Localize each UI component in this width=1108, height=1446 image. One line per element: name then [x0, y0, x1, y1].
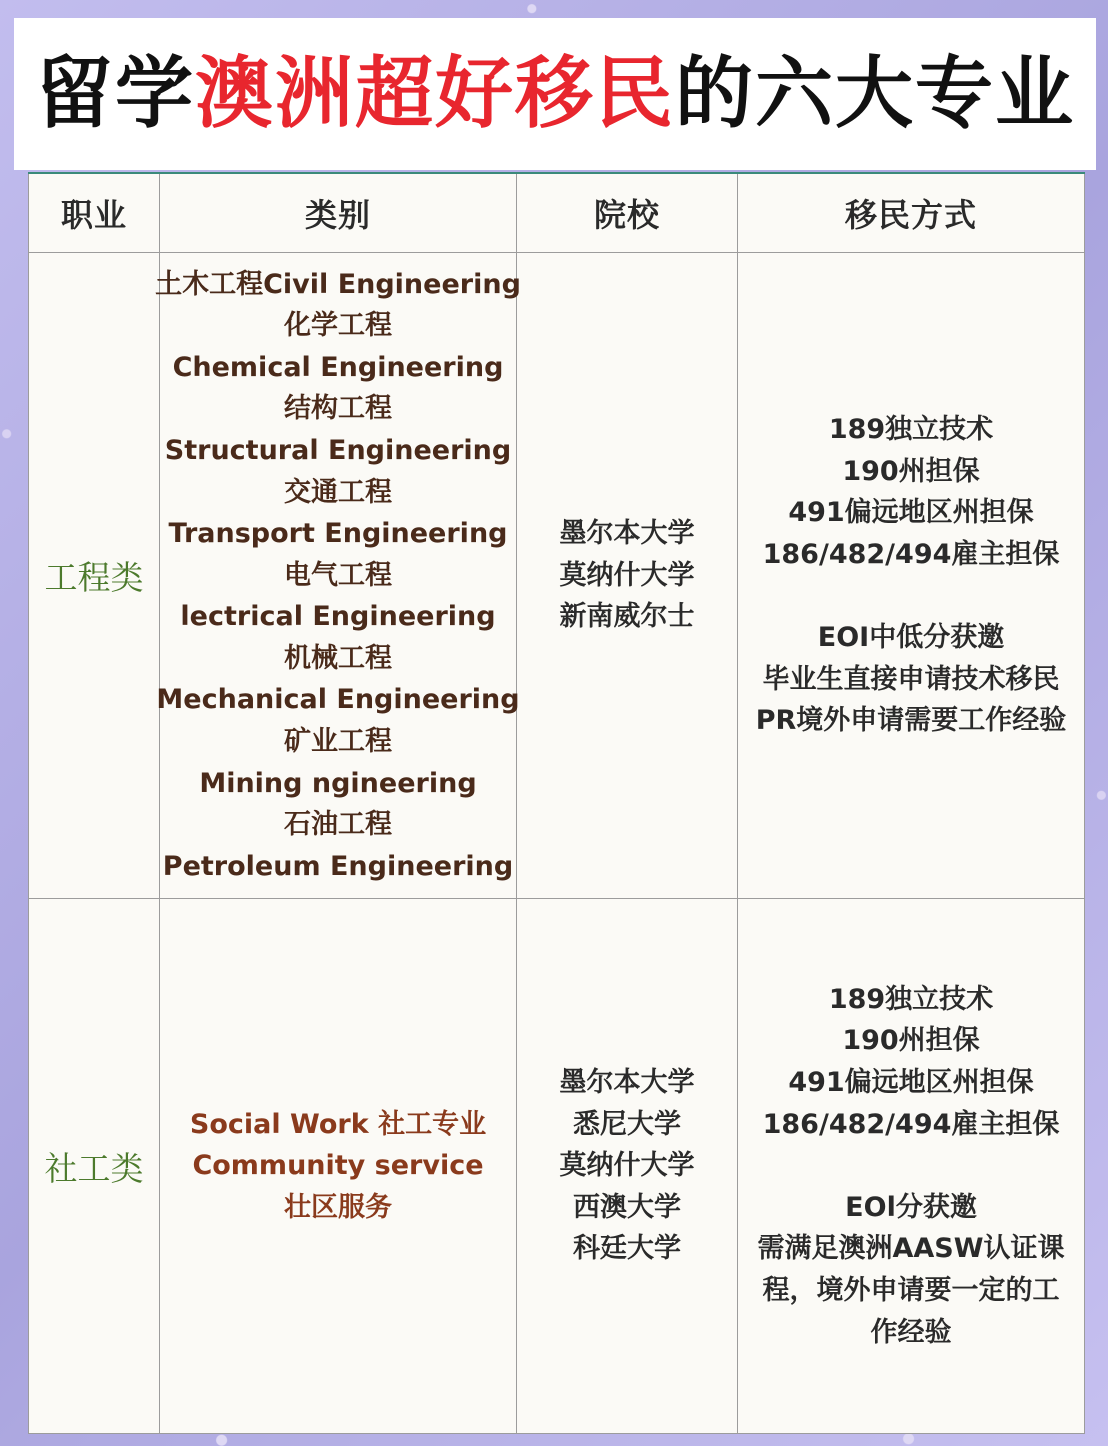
- method-cell: [738, 253, 1085, 899]
- method-item: EOI中低分获邀: [817, 622, 1005, 654]
- school-item: 墨尔本大学: [559, 1067, 695, 1099]
- school-item: 莫纳什大学: [559, 559, 695, 591]
- method-item: 491偏远地区州担保: [788, 497, 1034, 529]
- category-list: [164, 1104, 512, 1229]
- method-cell: [738, 899, 1085, 1434]
- school-cell: [517, 899, 738, 1434]
- majors-table: [28, 172, 1085, 1434]
- school-item: 科廷大学: [573, 1233, 681, 1265]
- category-item: 电气工程: [284, 559, 392, 591]
- method-item: 毕业生直接申请技术移民: [762, 663, 1060, 695]
- majors-table-sheet: [28, 172, 1084, 1434]
- category-item: 结构工程: [284, 393, 392, 425]
- category-item: Social Work 社工专业: [189, 1108, 487, 1140]
- method-item: 189独立技术: [828, 983, 994, 1015]
- school-item: 新南威尔士: [559, 601, 695, 633]
- header-job: 职业: [29, 173, 160, 253]
- method-item: 190州担保: [842, 1025, 980, 1057]
- category-item: 机械工程: [284, 642, 392, 674]
- header-category: 类别: [160, 173, 517, 253]
- category-item: lectrical Engineering: [180, 601, 496, 633]
- category-item: 化学工程: [284, 310, 392, 342]
- school-list: [521, 513, 733, 638]
- category-item: 矿业工程: [284, 726, 392, 758]
- method-item: 186/482/494雇主担保: [762, 1108, 1060, 1140]
- category-item: Community service: [192, 1150, 484, 1182]
- method-item: 189独立技术: [828, 414, 994, 446]
- category-item: Mechanical Engineering: [156, 684, 520, 716]
- school-item: 墨尔本大学: [559, 518, 695, 550]
- header-method: 移民方式: [738, 173, 1085, 253]
- table-row: [29, 253, 1085, 899]
- school-cell: [517, 253, 738, 899]
- method-item: PR境外申请需要工作经验: [755, 705, 1067, 737]
- method-item: 190州担保: [842, 455, 980, 487]
- header-school: 院校: [517, 173, 738, 253]
- method-list: [742, 979, 1080, 1353]
- title-suffix: 的六大专业: [675, 49, 1076, 139]
- method-item: 作经验: [870, 1316, 952, 1348]
- category-item: 土木工程Civil Engineering: [155, 268, 521, 300]
- title-prefix: 留学: [34, 49, 195, 139]
- category-item: Mining ngineering: [199, 767, 477, 799]
- category-cell: [155, 253, 521, 899]
- title-banner: [14, 18, 1096, 170]
- job-cell: 工程类: [29, 253, 160, 899]
- category-item: Structural Engineering: [164, 434, 512, 466]
- method-item: 491偏远地区州担保: [788, 1067, 1034, 1099]
- category-item: 交通工程: [284, 476, 392, 508]
- title-highlight: 澳洲超好移民: [194, 49, 675, 139]
- method-item: 186/482/494雇主担保: [762, 538, 1060, 570]
- category-list: [155, 264, 521, 888]
- category-cell: [160, 899, 517, 1434]
- school-item: 莫纳什大学: [559, 1150, 695, 1182]
- table-header-row: [29, 173, 1085, 253]
- category-item: 壮区服务: [284, 1191, 392, 1223]
- method-item: 需满足澳洲AASW认证课: [757, 1233, 1065, 1265]
- table-row: [29, 899, 1085, 1434]
- school-item: 西澳大学: [573, 1191, 681, 1223]
- method-list: [742, 409, 1080, 742]
- category-item: 石油工程: [284, 809, 392, 841]
- school-list: [521, 1062, 733, 1270]
- page-title: [34, 49, 1076, 139]
- job-cell: 社工类: [29, 899, 160, 1434]
- school-item: 悉尼大学: [573, 1108, 681, 1140]
- category-item: Petroleum Engineering: [162, 850, 514, 882]
- category-item: Chemical Engineering: [172, 351, 504, 383]
- method-item: EOl分获邀: [845, 1191, 977, 1223]
- method-item: 程，境外申请要一定的工: [762, 1274, 1060, 1306]
- category-item: Transport Engineering: [168, 518, 508, 550]
